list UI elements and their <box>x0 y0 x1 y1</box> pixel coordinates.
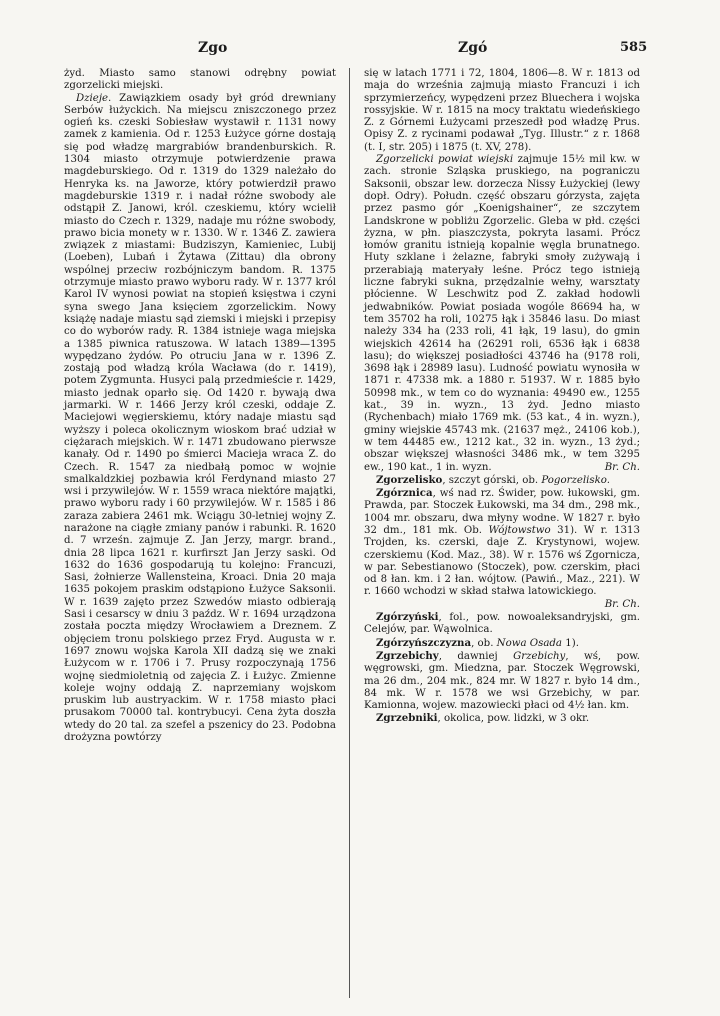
paragraph-text: Zawiązkiem osady był gród drewniany Serbów łużyckich. Na miejscu zniszczonego przez ogień ks. czeski Sobiesław wystawił r. 1131 nowy zamek z kamienia. Od r. 1253 Łużyce górne dostają się pod władzę margrabiów brandenburskich. R. 1304 miasto otrzymuje potwierdzenie prawa magdeburskiego. Od r. 1319 do 1329 należało do Henryka ks. na Jaworze, który potwierdził prawo magdeburskie 1319 r. i nadał różne swobody ale odstąpił Z. Janowi, król. czeskiemu, który wcielił miasto do Czech r. 1329, nadaje mu różne swobody, prawo bicia monety w r. 1330. W r. 1346 Z. zawiera związek z miastami: Budziszyn, Kamieniec, Lubij (Loeben), Lubań i Żytawa (Zittau) dla obrony wspólnej przeciw rozbójniczym bandom. R. 1375 otrzymuje miasto prawo wyboru rady. W r. 1377 król Karol IV wynosi powiat na stopień księstwa i czyni syna swego Jana księciem zgorzelickim. Nowy książę nadaje miastu sąd ziemski i miejski i przepisy co do wyborów rady. R. 1384 istnieje waga miejska a 1385 piwnica ratuszowa. W latach 1389—1395 wypędzano żydów. Po otruciu Jana w r. 1396 Z. zostają pod władzą króla Wacława (do r. 1419), potem Zygmunta. Husyci palą przedmieście r. 1429, miasto jednak oparło się. Od 1420 r. bywają dwa jarmarki. W r. 1466 Jerzy król czeski, oddaje Z. Maciejowi węgierskiemu, który nadaje miastu sąd wyższy i poleca okolicznym wioskom brać udział w ciężarach miejskich. W r. 1471 zbudowano pierwsze kanały. Od r. 1490 po śmierci Macieja wraca Z. do Czech. R. 1547 za niedbałą pomoc w wojnie smalkaldzkiej pozbawia król Ferdynand miasto 27 wsi i przywilejów. W r. 1559 wraca niektóre majątki, prawo wyboru rady i 60 przywilejów. W r. 1585 i 86 zaraza zabiera 2461 mk. Wciągu 30-letniej wojny Z. narażone na ciągłe zmiany panów i rabunki. R. 1620 d. 7 wrześn. zajmuje Z. Jan Jerzy, margr. brand., dnia 28 lipca 1621 r. kurfirszt Jan Jerzy saski. Od 1632 do 1636 gospodarują tu kolejno: Francuzi, Sasi, żołnierze Wallensteina, Kroaci. Dnia 20 maja 1635 pokojem praskim odstąpiono Łużyce Saksonii. W r. 1639 zajęto przez Szwedów miasto odbierają Sasi i cesarscy w dniu 3 paźdz. W r. 1694 urządzona została poczta między Wrocławiem a Dreznem. Z objęciem tronu polskiego przez Fryd. Augusta w r. 1697 znowu wojska Karola XII dadzą się we znaki Łużycom w r. 1706 i 7. Prusy rozpoczynają 1756 wojnę siedmioletnią od zajęcia Z. i Łużyc. Zmienne koleje wojny oddają Z. naprzemiany wojskom pruskim lub austryackim. W r. 1758 miasto płaci prusakom 70000 tal. kontrybucyi. Cena żyta doszła wtedy do 20 tal. za szefel a pszenicy do 23. Podobna drożyzna powtórzy <box>64 92 336 744</box>
right-column <box>364 68 640 726</box>
entry-headword: Zgórzyńszczyzna <box>376 636 472 649</box>
entry-headword: Zgórzyński <box>376 611 439 624</box>
entry <box>364 650 640 712</box>
entry <box>364 637 640 650</box>
running-header-left: Zgo <box>198 40 228 56</box>
paragraph-text: zajmuje 15½ mil kw. w zach. stronie Szląska pruskiego, na pograniczu Saksonii, obszar lew. dorzecza Nissy Łużyckiej (lewy dopł. Odry). Połudn. część obszaru górzysta, zajęta przez pasmo gór „Koenigshainer“, ze szczytem Landskrone w pobliżu Zgorzelic. Gleba w płd. części żyzna, w płn. piaszczysta, pokryta lasami. Prócz łomów granitu istnieją kopalnie węgla brunatnego. Huty szklane i żelazne, fabryki smoły zużywają i przerabiają materyały leśne. Prócz tego istnieją liczne fabryki sukna, przędzalnie wełny, warsztaty płócienne. W Leschwitz pod Z. zakład hodowli jedwabników. Powiat posiada wogóle 86694 ha, w tem 35702 ha roli, 10275 łąk i 35846 lasu. Do miast należy 334 ha (233 roli, 41 łąk, 19 lasu), do gmin wiejskich 42614 ha (26291 roli, 6536 łąk i 6838 lasu); do większej posiadłości 43746 ha (9178 roli, 3698 łąk i 28989 lasu). Ludność powiatu wynosiła w 1871 r. 47338 mk. a 1880 r. 51937. W r. 1885 było 50998 mk., w tem co do wyznania: 49490 ew., 1255 kat., 39 in. wyzn., 13 żyd. Jedno miasto (Rychenbach) miało 1769 mk. (53 kat., 4 in. wyzn.), gminy wiejskie 45743 mk. (21637 męż., 24106 kob.), w tem 44485 ew., 1212 kat., 32 in. wyzn., 13 żyd.; obszar większej własności 3486 mk., w tem 3295 ew., 190 kat., 1 in. wyzn. <box>364 154 640 473</box>
running-header-center: Zgó <box>458 40 488 56</box>
entry-text: , okolica, pow. lidzki, w 3 okr. <box>437 713 590 725</box>
paragraph: żyd. Miasto samo stanowi odrębny powiat zgorzelicki miejski. <box>64 68 336 92</box>
entry-text: 31). W r. 1313 Trojden, ks. czerski, daje Z. Krystynowi, wojew. czerskiemu (Kod. Maz., 38). W r. 1576 wś Zgornicza, w par. Sebestianowo (Stoczek), pow. czerskim, płaci od 8 łan. km. i 2 łan. wójtow. (Pawiń., Maz., 221). W r. 1660 wchodzi w skład stałwa latowickiego. <box>364 524 640 598</box>
entry-text: , dawniej <box>438 650 514 662</box>
entry-text: , wś, pow. węgrowski, gm. Miedzna, par. Stoczek Węgrowski, ma 26 dm., 204 mk., 824 mr. W 1827 r. było 14 dm., 84 mk. W r. 1578 we wsi Grzebichy, w par. Kamionna, wojew. mazowiecki płaci od 4½ łan. km. <box>364 650 640 712</box>
entry-text: , ob. <box>471 637 497 649</box>
entry-reference: Pogorzelisko. <box>541 474 610 486</box>
paragraph <box>364 154 640 474</box>
column-divider <box>349 68 350 998</box>
entry-headword: Zgórznica <box>376 487 433 500</box>
paragraph <box>64 93 336 745</box>
entry <box>364 611 640 637</box>
entry <box>364 712 640 725</box>
author-signature: Br. Ch. <box>604 598 640 610</box>
entry-reference: Grzebichy <box>513 650 566 662</box>
entry <box>364 474 640 487</box>
entry <box>364 487 640 610</box>
section-label: Zgorzelicki powiat wiejski <box>376 154 514 166</box>
entry-text: , szczyt górski, ob. <box>442 474 542 486</box>
paragraph: się w latach 1771 i 72, 1804, 1806—8. W r. 1813 od maja do września zajmują miasto Francuzi i ich sprzymierzeńcy, wypędzeni przez Bluechera i wojska rossyjskie. W r. 1815 na mocy traktatu wiedeńskiego Z. z Górnemi Łużycami przeszedł pod władzę Prus. Opisy Z. z rycinami podawał „Tyg. Illustr.“ z r. 1868 (t. I, str. 205) i 1875 (t. XV, 278). <box>364 68 640 153</box>
left-column <box>64 68 336 744</box>
entry-reference: Nowa Osada <box>496 637 563 649</box>
entry-reference: Wójtowstwo <box>488 524 551 536</box>
entry-headword: Zgrzebniki <box>376 712 438 725</box>
entry-text: , wś nad rz. Świder, pow. łukowski, gm. Prawda, par. Stoczek Łukowski, ma 34 dm., 298 mk., 1004 mr. obszaru, dwa młyny wodne. W 1827 r. było 32 dm., 181 mk. Ob. <box>364 488 640 536</box>
page-number: 585 <box>620 40 648 55</box>
section-label: Dzieje. <box>76 92 112 104</box>
entry-headword: Zgorzelisko <box>376 473 443 486</box>
entry-text: 1). <box>562 637 579 649</box>
author-signature: Br. Ch. <box>604 461 640 473</box>
entry-text: , fol., pow. nowoaleksandryjski, gm. Celejów, par. Wąwolnica. <box>364 612 640 636</box>
entry-headword: Zgrzebichy <box>376 649 439 662</box>
